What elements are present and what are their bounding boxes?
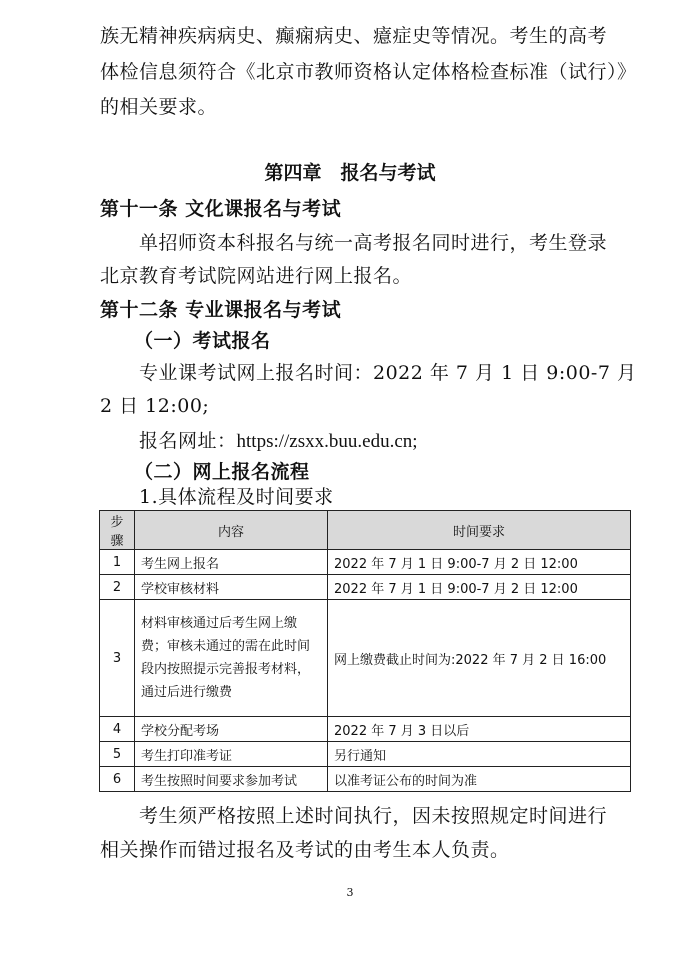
url-line xyxy=(139,425,418,458)
closing-line-1: 考生须严格按照上述时间执行，因未按照规定时间进行 xyxy=(139,805,608,827)
row-step: 4 xyxy=(100,717,135,742)
row-step: 5 xyxy=(100,742,135,767)
row-time: 2022 年 7 月 1 日 9:00-7 月 2 日 12:00 xyxy=(328,550,631,575)
row-step: 2 xyxy=(100,575,135,600)
row-content: 学校审核材料 xyxy=(135,575,328,600)
row-step: 6 xyxy=(100,767,135,792)
section-2-title: （二）网上报名流程 xyxy=(134,461,310,483)
article-12-title: 第十二条 专业课报名与考试 xyxy=(100,299,342,321)
row-content: 考生打印准考证 xyxy=(135,742,328,767)
header-time: 时间要求 xyxy=(328,511,631,550)
reg-time-line-2: 2 日 12:00; xyxy=(100,395,210,417)
flow-table xyxy=(99,510,631,792)
header-step: 步骤 xyxy=(100,511,135,550)
article-11-title: 第十一条 文化课报名与考试 xyxy=(100,198,342,220)
article-11-line-1: 单招师资本科报名与统一高考报名同时进行，考生登录 xyxy=(139,232,608,254)
row-time: 2022 年 7 月 1 日 9:00-7 月 2 日 12:00 xyxy=(328,575,631,600)
table-row xyxy=(100,717,631,742)
table-row xyxy=(100,767,631,792)
row-time: 网上缴费截止时间为:2022 年 7 月 2 日 16:00 xyxy=(328,600,631,717)
row-time: 以准考证公布的时间为准 xyxy=(328,767,631,792)
table-row xyxy=(100,600,631,717)
intro-line-3: 的相关要求。 xyxy=(100,96,218,118)
row-content: 考生按照时间要求参加考试 xyxy=(135,767,328,792)
header-content: 内容 xyxy=(135,511,328,550)
table-header-row xyxy=(100,511,631,550)
section-1-title: （一）考试报名 xyxy=(134,330,271,352)
url-label: 报名网址： xyxy=(139,430,237,452)
row-time: 另行通知 xyxy=(328,742,631,767)
closing-line-2: 相关操作而错过报名及考试的由考生本人负责。 xyxy=(100,839,510,861)
row-content: 考生网上报名 xyxy=(135,550,328,575)
row-content: 学校分配考场 xyxy=(135,717,328,742)
intro-line-2: 体检信息须符合《北京市教师资格认定体格检查标准（试行）》 xyxy=(100,61,637,83)
table-row xyxy=(100,742,631,767)
reg-time-line-1: 专业课考试网上报名时间：2022 年 7 月 1 日 9:00-7 月 xyxy=(139,362,637,384)
table-row xyxy=(100,575,631,600)
row-step: 1 xyxy=(100,550,135,575)
flow-heading: 1.具体流程及时间要求 xyxy=(139,486,334,508)
registration-url-link[interactable]: https://zsxx.buu.edu.cn; xyxy=(236,431,418,452)
row-time: 2022 年 7 月 3 日以后 xyxy=(328,717,631,742)
chapter-title: 第四章 报名与考试 xyxy=(264,162,436,184)
table-row xyxy=(100,550,631,575)
page-number: 3 xyxy=(346,886,354,899)
intro-line-1: 族无精神疾病病史、癫痫病史、癔症史等情况。考生的高考 xyxy=(100,25,608,47)
row-content: 材料审核通过后考生网上缴费；审核未通过的需在此时间段内按照提示完善报考材料，通过后进行缴费 xyxy=(135,600,328,717)
article-11-line-2: 北京教育考试院网站进行网上报名。 xyxy=(100,265,413,287)
row-step: 3 xyxy=(100,600,135,717)
